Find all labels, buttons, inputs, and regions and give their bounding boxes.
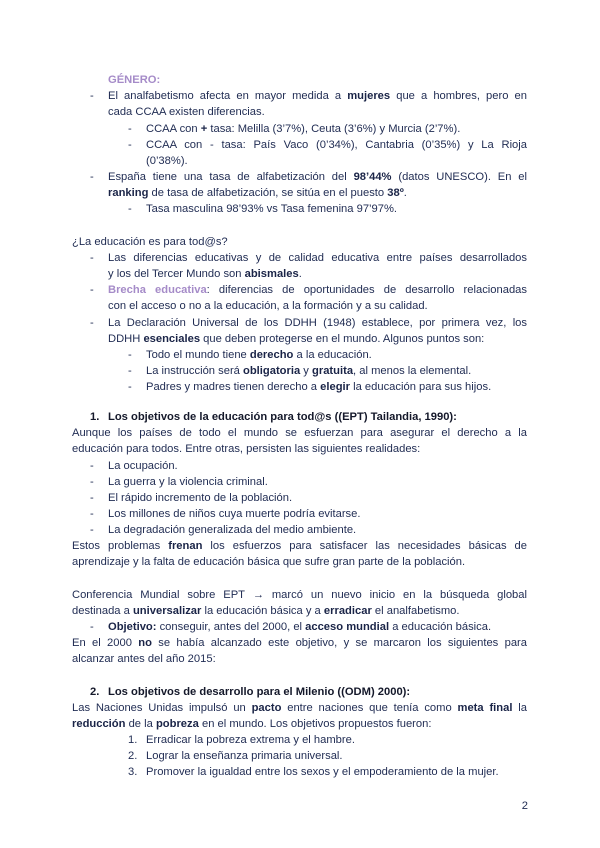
objetivo-line: Objetivo: conseguir, antes del 2000, el acceso mundial a educación básica.: [108, 621, 492, 633]
bullet-dash: -: [128, 203, 132, 215]
bullet-dash: -: [90, 492, 94, 504]
section-2-item-text: Promover la igualdad entre los sexos y el empoderamiento de la mujer.: [146, 766, 499, 778]
educacion-bullet-1-line2: y los del Tercer Mundo son abismales.: [108, 268, 302, 280]
bullet-dash: -: [90, 476, 94, 488]
section-2-p-line1: Las Naciones Unidas impulsó un pacto entre naciones que tenía como meta final la: [72, 702, 527, 714]
section-1-item: El rápido incremento de la población.: [108, 492, 293, 504]
genero-sub-1b-line1: CCAA con - tasa: País Vaco (0’34%), Cantabria (0’35%) y La Rioja: [146, 139, 527, 151]
genero-sub-2a: Tasa masculina 98’93% vs Tasa femenina 97’97%.: [146, 203, 398, 215]
bullet-dash: -: [90, 524, 94, 536]
educacion-sub-1: Todo el mundo tiene derecho a la educación.: [146, 349, 372, 361]
bullet-dash: -: [90, 317, 94, 329]
bullet-dash: -: [90, 90, 94, 102]
section-1-item: La degradación generalizada del medio ambiente.: [108, 524, 357, 536]
section-1-item: Los millones de niños cuya muerte podría evitarse.: [108, 508, 361, 520]
educacion-bullet-3-line2: DDHH esenciales que deben protegerse en el mundo. Algunos puntos son:: [108, 333, 485, 345]
bullet-dash: -: [90, 460, 94, 472]
bullet-dash: -: [128, 139, 132, 151]
conferencia-line1: Conferencia Mundial sobre EPT → marcó un nuevo inicio en la búsqueda global: [72, 589, 527, 601]
genero-bullet-1-line2: cada CCAA existen diferencias.: [108, 106, 265, 118]
section-2-item-number: 3.: [128, 766, 138, 778]
bullet-dash: -: [90, 621, 94, 633]
bullet-dash: -: [128, 349, 132, 361]
year-2000-line2: alcanzar antes del año 2015:: [72, 653, 216, 665]
section-2-item-number: 2.: [128, 750, 138, 762]
bullet-dash: -: [128, 123, 132, 135]
section-1-after-line1: Estos problemas frenan los esfuerzos para satisfacer las necesidades básicas de: [72, 540, 527, 552]
section-2-item-number: 1.: [128, 734, 138, 746]
genero-bullet-2-line1: España tiene una tasa de alfabetización del 98’44% (datos UNESCO). En el: [108, 171, 527, 183]
bullet-dash: -: [128, 381, 132, 393]
section-1-title: Los objetivos de la educación para tod@s ((EPT) Tailandia, 1990):: [108, 411, 457, 423]
genero-title: GÉNERO:: [108, 74, 161, 86]
section-2-number: 2.: [90, 686, 100, 698]
genero-sub-1a: CCAA con + tasa: Melilla (3’7%), Ceuta (3’6%) y Murcia (2’7%).: [146, 123, 461, 135]
educacion-sub-2: La instrucción será obligatoria y gratuita, al menos la elemental.: [146, 365, 472, 377]
educacion-bullet-1-line1: Las diferencias educativas y de calidad educativa entre países desarrollados: [108, 252, 527, 264]
bullet-dash: -: [90, 252, 94, 264]
section-2-item-text: Lograr la enseñanza primaria universal.: [146, 750, 343, 762]
section-1-number: 1.: [90, 411, 100, 423]
genero-bullet-2-line2: ranking de tasa de alfabetización, se sitúa en el puesto 38º.: [108, 187, 407, 199]
educacion-sub-3: Padres y madres tienen derecho a elegir la educación para sus hijos.: [146, 381, 492, 393]
educacion-bullet-2-line2: con el acceso o no a la educación, a la formación y a su calidad.: [108, 300, 428, 312]
genero-sub-1b-line2: (0’38%).: [146, 155, 188, 167]
bullet-dash: -: [90, 171, 94, 183]
section-1-item: La ocupación.: [108, 460, 178, 472]
educacion-bullet-3-line1: La Declaración Universal de los DDHH (1948) establece, por primera vez, los: [108, 317, 527, 329]
section-1-item: La guerra y la violencia criminal.: [108, 476, 268, 488]
genero-bullet-1-line1: El analfabetismo afecta en mayor medida a mujeres que a hombres, pero en: [108, 90, 527, 102]
section-1-intro-line2: educación para todos. Entre otras, persisten las siguientes realidades:: [72, 443, 421, 455]
bullet-dash: -: [90, 508, 94, 520]
educacion-question: ¿La educación es para tod@s?: [72, 236, 228, 248]
bullet-dash: -: [90, 284, 94, 296]
educacion-bullet-2-line1: Brecha educativa: diferencias de oportunidades de desarrollo relacionadas: [108, 284, 527, 296]
section-2-title: Los objetivos de desarrollo para el Milenio ((ODM) 2000):: [108, 686, 411, 698]
year-2000-line1: En el 2000 no se había alcanzado este objetivo, y se marcaron los siguientes para: [72, 637, 527, 649]
bullet-dash: -: [128, 365, 132, 377]
page-number: 2: [521, 800, 528, 812]
conferencia-line2: destinada a universalizar la educación básica y a erradicar el analfabetismo.: [72, 605, 460, 617]
section-1-intro-line1: Aunque los países de todo el mundo se esfuerzan para asegurar el derecho a la: [72, 427, 527, 439]
section-2-p-line2: reducción de la pobreza en el mundo. Los objetivos propuestos fueron:: [72, 718, 432, 730]
section-2-item-text: Erradicar la pobreza extrema y el hambre.: [146, 734, 355, 746]
section-1-after-line2: aprendizaje y la falta de educación básica que sufre gran parte de la población.: [72, 556, 466, 568]
